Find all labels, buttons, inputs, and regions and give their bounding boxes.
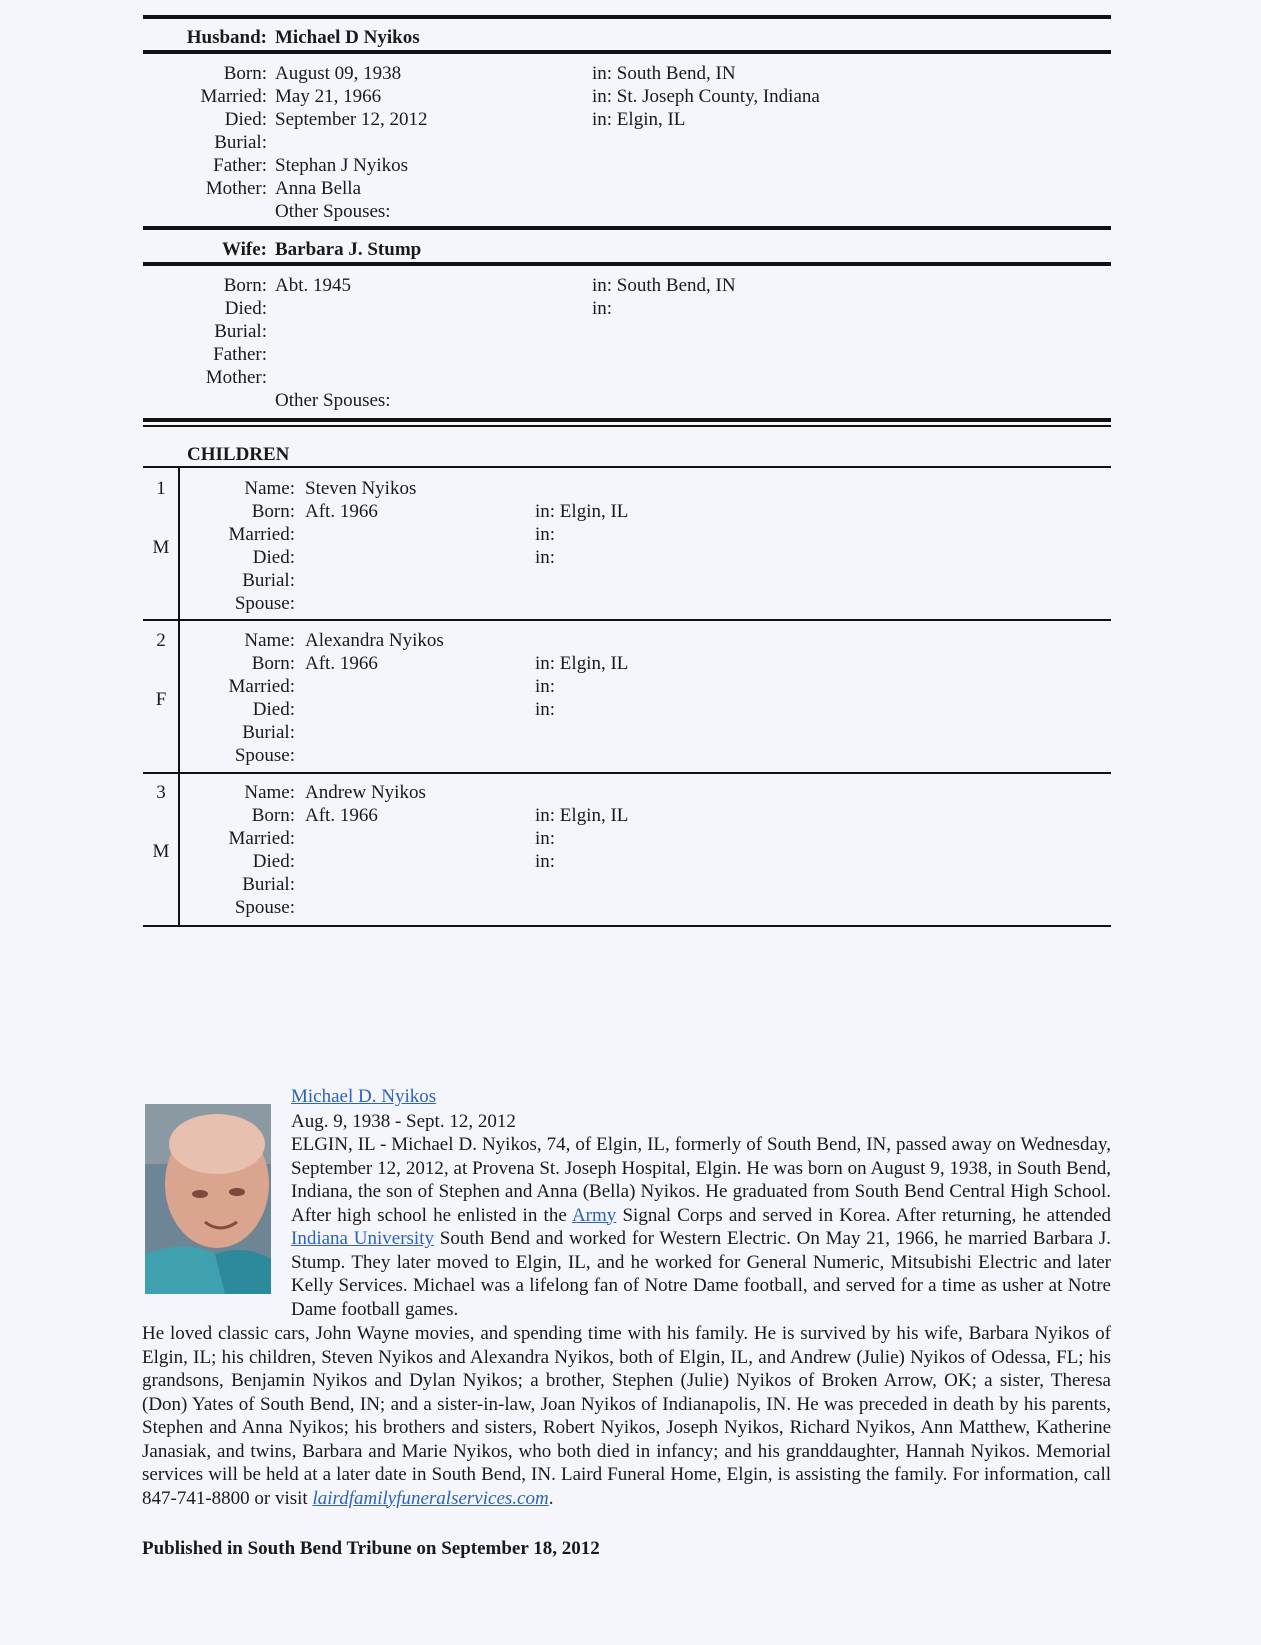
child-married-label: Married: bbox=[228, 828, 295, 849]
child-died-place: in: bbox=[535, 851, 556, 872]
child-born-value: Aft. 1966 bbox=[305, 653, 378, 674]
husband-born-label: Born: bbox=[223, 63, 267, 84]
portrait-image bbox=[145, 1104, 271, 1294]
funeral-site-link[interactable]: lairdfamilyfuneralservices.com bbox=[312, 1487, 549, 1509]
child-name-value: Steven Nyikos bbox=[305, 478, 417, 499]
child-born-value: Aft. 1966 bbox=[305, 501, 378, 522]
husband-burial-label: Burial: bbox=[214, 132, 267, 153]
child-number: 3 bbox=[156, 782, 166, 803]
child-sex: M bbox=[152, 537, 170, 558]
children-column-divider bbox=[178, 466, 180, 926]
obituary-paragraph-1: ELGIN, IL - Michael D. Nyikos, 74, of Elgin, IL, formerly of South Bend, IN, passed away on Wednesday, September 12, 2012, at Provena St. Joseph Hospital, Elgin. He was born on August 9, 1938, in South Bend, Indiana, the son of Stephen and Anna (Bella) Nyikos. He graduated from South Bend Central High School. After high school he enlisted in the bbox=[291, 1134, 1111, 1226]
child-sex: M bbox=[152, 841, 170, 862]
child-name-value: Andrew Nyikos bbox=[305, 782, 426, 803]
obituary-name-link[interactable] bbox=[291, 1085, 436, 1109]
husband-mother-value: Anna Bella bbox=[275, 178, 362, 199]
child-died-label: Died: bbox=[252, 547, 295, 568]
husband-died-label: Died: bbox=[224, 109, 267, 130]
husband-born-value: August 09, 1938 bbox=[275, 63, 402, 84]
obituary-paragraph-2: Signal Corps and served in Korea. After returning, he attended bbox=[622, 1204, 1112, 1226]
wife-rule bbox=[143, 262, 1111, 266]
child-married-label: Married: bbox=[228, 524, 295, 545]
child-born-place: in: Elgin, IL bbox=[535, 805, 629, 826]
child-name-value: Alexandra Nyikos bbox=[305, 630, 444, 651]
child-married-label: Married: bbox=[228, 676, 295, 697]
obituary-body-bottom bbox=[142, 1322, 1111, 1510]
child-separator bbox=[143, 619, 1111, 621]
child-born-label: Born: bbox=[251, 805, 295, 826]
child-number: 1 bbox=[156, 478, 166, 499]
children-heading: CHILDREN bbox=[187, 444, 290, 465]
wife-mother-label: Mother: bbox=[205, 367, 267, 388]
wife-heading-label: Wife: bbox=[221, 239, 267, 260]
wife-born-value: Abt. 1945 bbox=[275, 275, 351, 296]
child-burial-label: Burial: bbox=[242, 722, 295, 743]
obituary-photo bbox=[145, 1104, 271, 1294]
husband-rule bbox=[143, 50, 1111, 54]
husband-heading-label: Husband: bbox=[186, 27, 267, 48]
obituary-dates: Aug. 9, 1938 - Sept. 12, 2012 bbox=[291, 1111, 516, 1132]
child-born-place: in: Elgin, IL bbox=[535, 653, 629, 674]
child-burial-label: Burial: bbox=[242, 874, 295, 895]
child-born-label: Born: bbox=[251, 501, 295, 522]
child-name-label: Name: bbox=[244, 782, 295, 803]
child-married-place: in: bbox=[535, 828, 556, 849]
published-line: Published in South Bend Tribune on September 18, 2012 bbox=[142, 1538, 600, 1559]
child-number: 2 bbox=[156, 630, 166, 651]
child-married-place: in: bbox=[535, 524, 556, 545]
child-name-label: Name: bbox=[244, 630, 295, 651]
child-died-place: in: bbox=[535, 547, 556, 568]
children-top-rule bbox=[143, 418, 1111, 422]
obituary-body-top bbox=[291, 1133, 1111, 1321]
children-top-rule-2 bbox=[143, 425, 1111, 427]
husband-born-place: in: South Bend, IN bbox=[592, 63, 736, 84]
children-heading-rule bbox=[143, 466, 1111, 468]
husband-married-label: Married: bbox=[200, 86, 267, 107]
child-born-place: in: Elgin, IL bbox=[535, 501, 629, 522]
husband-other-spouses: Other Spouses: bbox=[275, 201, 391, 222]
obituary-name-anchor[interactable]: Michael D. Nyikos bbox=[291, 1086, 437, 1107]
children-bottom-rule bbox=[143, 925, 1111, 927]
obituary-paragraph-4: He loved classic cars, John Wayne movies, and spending time with his family. He is survived by his wife, Barbara Nyikos of Elgin, IL; his children, Steven Nyikos and Alexandra Nyikos, both of Elgin, IL, and Andrew (Julie) Nyikos of Odessa, FL; his grandsons, Benjamin Nyikos and Dylan Nyikos; a brother, Stephen (Julie) Nyikos of Broken Arrow, OK; a sister, Theresa (Don) Yates of South Bend, IN; and a sister-in-law, Joan Nyikos of Indianapolis, IN. He was preceded in death by his parents, Stephen and Anna Nyikos; his brothers and sisters, Robert Nyikos, Joseph Nyikos, Richard Nyikos, Ann Matthew, Katherine Janasiak, and twins, Barbara and Marie Nyikos, who both died in infancy; and his granddaughter, Hannah Nyikos. Memorial services will be held at a later date in South Bend, IN. Laird Funeral Home, Elgin, is assisting the family. For information, call 847-741-8800 or visit bbox=[142, 1323, 1111, 1509]
top-rule bbox=[143, 15, 1111, 19]
husband-died-place: in: Elgin, IL bbox=[592, 109, 686, 130]
child-separator bbox=[143, 772, 1111, 774]
child-born-label: Born: bbox=[251, 653, 295, 674]
husband-father-value: Stephan J Nyikos bbox=[275, 155, 408, 176]
child-name-label: Name: bbox=[244, 478, 295, 499]
wife-name: Barbara J. Stump bbox=[275, 239, 422, 260]
child-spouse-label: Spouse: bbox=[234, 593, 295, 614]
wife-top-rule bbox=[143, 226, 1111, 230]
husband-father-label: Father: bbox=[213, 155, 267, 176]
child-died-label: Died: bbox=[252, 851, 295, 872]
child-married-place: in: bbox=[535, 676, 556, 697]
wife-other-spouses: Other Spouses: bbox=[275, 390, 391, 411]
husband-married-place: in: St. Joseph County, Indiana bbox=[592, 86, 820, 107]
child-spouse-label: Spouse: bbox=[234, 745, 295, 766]
obituary-paragraph-3: South Bend and worked for Western Electric. On May 21, 1966, he married Barbara J. Stump. They later moved to Elgin, IL, and he worked for General Numeric, Mitsubishi Electric and later Kelly Services. Michael was a lifelong fan of Notre Dame football, and served for a time as usher at Notre Dame football games. bbox=[291, 1228, 1112, 1320]
child-sex: F bbox=[155, 689, 167, 710]
husband-name: Michael D Nyikos bbox=[275, 27, 420, 48]
husband-died-value: September 12, 2012 bbox=[275, 109, 428, 130]
obituary-period: . bbox=[548, 1487, 554, 1509]
husband-married-value: May 21, 1966 bbox=[275, 86, 382, 107]
wife-burial-label: Burial: bbox=[214, 321, 267, 342]
husband-mother-label: Mother: bbox=[205, 178, 267, 199]
wife-died-place: in: bbox=[592, 298, 613, 319]
child-burial-label: Burial: bbox=[242, 570, 295, 591]
army-link[interactable]: Army bbox=[571, 1204, 617, 1226]
indiana-university-link[interactable]: Indiana University bbox=[291, 1228, 434, 1249]
wife-born-place: in: South Bend, IN bbox=[592, 275, 736, 296]
child-died-label: Died: bbox=[252, 699, 295, 720]
child-spouse-label: Spouse: bbox=[234, 897, 295, 918]
child-born-value: Aft. 1966 bbox=[305, 805, 378, 826]
wife-father-label: Father: bbox=[213, 344, 267, 365]
wife-born-label: Born: bbox=[223, 275, 267, 296]
wife-died-label: Died: bbox=[224, 298, 267, 319]
child-died-place: in: bbox=[535, 699, 556, 720]
